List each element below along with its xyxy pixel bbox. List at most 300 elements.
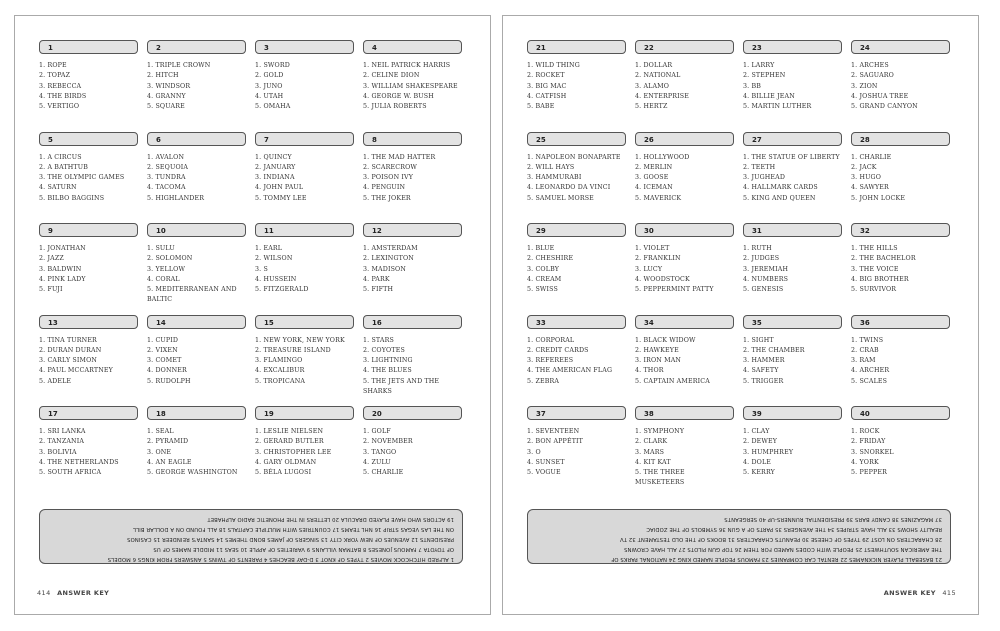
quiz-answer-cell (363, 40, 462, 132)
quiz-number-tab: 1 (39, 40, 138, 54)
answer-item: 4. JOHN PAUL (255, 184, 304, 192)
quiz-answer-cell (527, 315, 626, 407)
answer-list (635, 244, 734, 295)
answer-item: 4. SAFETY (743, 367, 779, 375)
answer-item: 2. WILSON (255, 255, 293, 263)
answer-item: 3. BOLIVIA (39, 448, 77, 456)
quiz-number-tab: 33 (527, 315, 626, 329)
category-key-line: OF TOYOTA 7 FAMOUS JONESES 8 BATMAN VILLAINS 9 VARIETIES OF APPLE 10 SEAS 11 MIDDLE NAMES OF US (153, 546, 454, 552)
answer-list (363, 427, 462, 478)
answer-list (147, 427, 246, 478)
answer-item: 5. GEORGE WASHINGTON (147, 469, 238, 477)
quiz-number-tab: 6 (147, 132, 246, 146)
quiz-answer-cell (255, 223, 354, 315)
quiz-number-tab: 15 (255, 315, 354, 329)
quiz-number-tab: 5 (39, 132, 138, 146)
answer-item: 3. YELLOW (147, 265, 186, 273)
quiz-answer-cell (743, 40, 842, 132)
quiz-number-tab: 11 (255, 223, 354, 237)
answer-item: 2. GOLD (255, 72, 284, 80)
quiz-answer-cell (851, 40, 950, 132)
answer-item: 1. SEAL (147, 428, 174, 435)
quiz-answer-cell (635, 315, 734, 407)
answer-item: 2. DEWEY (743, 438, 778, 446)
quiz-answer-cell (635, 223, 734, 315)
answer-list (255, 61, 354, 112)
quiz-answer-cell (635, 132, 734, 224)
answer-item: 4. HALLMARK CARDS (743, 184, 818, 192)
answer-item: 1. RUTH (743, 245, 772, 252)
answer-item: 2. STEPHEN (743, 72, 786, 80)
category-key-line: 21 BASEBALL PLAYER NICKNAMES 22 RENTAL CAR COMPANIES 23 FAMOUS PEOPLE NAMED KING 24 NATIONAL PARKS OF (611, 556, 942, 562)
answer-item: 2. TEETH (743, 163, 776, 171)
answer-item: 5. GRAND CANYON (851, 103, 918, 111)
answer-item: 5. PEPPERMINT PATTY (635, 286, 714, 294)
category-key-line: 28 CHARACTERS ON LOST 29 TYPES OF CHEESE 30 PEANUTS CHARACTERS 31 BOOKS OF THE OLD TESTAMENT 32 TV (619, 536, 942, 542)
answer-item: 3. HUGO (851, 174, 882, 182)
answer-list (635, 153, 734, 204)
answer-item: 2. FRANKLIN (635, 255, 681, 263)
quiz-answer-cell (363, 223, 462, 315)
quiz-number-tab: 8 (363, 132, 462, 146)
category-key-line: THE AMERICAN SOUTHWEST 25 PEOPLE WITH CODES NAMED FOR THEM 26 TOP GUN PILOTS 27 ALL HAVE CROWNS (624, 546, 942, 552)
answer-item: 2. SCARECROW (363, 163, 418, 171)
answer-item: 2. DURAN DURAN (39, 346, 102, 354)
quiz-answer-cell (39, 223, 138, 315)
answer-item: 3. CARLY SIMON (39, 357, 98, 365)
answer-item: 5. HERTZ (635, 103, 668, 111)
answer-item: 2. SEQUOIA (147, 163, 189, 171)
answer-list (743, 427, 842, 478)
quiz-answer-cell (255, 406, 354, 498)
quiz-answer-cell (255, 315, 354, 407)
answer-item: 5. BÉLA LUGOSI (255, 469, 312, 477)
answer-item: 4. CATFISH (527, 92, 567, 100)
answer-item: 3. ALAMO (635, 82, 670, 90)
answer-item: 5. TOMMY LEE (255, 194, 307, 202)
quiz-answer-cell (527, 406, 626, 498)
answer-item: 5. ADELE (39, 377, 72, 385)
answer-item: 3. HAMMER (743, 357, 785, 365)
footer-label: ANSWER KEY (57, 589, 110, 597)
quiz-answer-cell (743, 223, 842, 315)
quiz-answer-cell (147, 406, 246, 498)
quiz-number-tab: 32 (851, 223, 950, 237)
answer-list (635, 61, 734, 112)
answer-item: 4. CORAL (147, 275, 180, 283)
answer-item: 1. BLUE (527, 245, 555, 252)
quiz-number-tab: 19 (255, 406, 354, 420)
answer-item: 4. PARK (363, 275, 390, 283)
answer-item: 2. TOPAZ (39, 72, 71, 80)
answer-item: 4. JOSHUA TREE (851, 92, 909, 100)
answer-item: 3. WILLIAM SHAKESPEARE (363, 82, 458, 90)
answer-item: 3. COMET (147, 357, 182, 365)
answer-item: 2. NOVEMBER (363, 438, 413, 446)
category-key-line: 37 MAGAZINES 38 CANDY BARS 39 PRESIDENTIAL RUNNERS-UP 40 SERGEANTS (724, 516, 942, 522)
answer-item: 1. ROCK (851, 428, 880, 435)
answer-item: 1. LESLIE NIELSEN (255, 428, 324, 435)
answer-item: 5. TRIGGER (743, 377, 784, 385)
answer-item: 4. KIT KAT (635, 458, 671, 466)
answer-item: 5. VERTIGO (39, 103, 80, 111)
answer-item: 1. STARS (363, 336, 394, 344)
quiz-answer-cell (851, 132, 950, 224)
answer-item: 3. THE OLYMPIC GAMES (39, 174, 125, 182)
answer-item: 2. CHESHIRE (527, 255, 574, 263)
quiz-answer-cell (363, 132, 462, 224)
answer-item: 2. BON APPÉTIT (527, 438, 584, 446)
answer-list (39, 61, 138, 112)
answer-item: 1. TWINS (851, 336, 884, 344)
answer-item: 4. TACOMA (147, 184, 186, 192)
answer-item: 5. JOHN LOCKE (851, 194, 906, 202)
answer-list (851, 336, 950, 387)
answer-item: 4. CREAM (527, 275, 562, 283)
answer-item: 1. AVALON (147, 153, 185, 161)
answer-item: 1. SIGHT (743, 336, 774, 344)
answer-item: 3. REBECCA (39, 82, 82, 90)
quiz-answer-cell (743, 406, 842, 498)
answer-item: 5. FITZGERALD (255, 286, 309, 294)
answer-item: 4. BIG BROTHER (851, 275, 909, 283)
answer-item: 4. LEONARDO DA VINCI (527, 184, 611, 192)
quiz-answer-cell (39, 406, 138, 498)
answer-item: 3. MADISON (363, 265, 407, 273)
answer-item: 1. WILD THING (527, 62, 580, 69)
answer-item: 4. GRANNY (147, 92, 186, 100)
answer-list (39, 244, 138, 295)
answer-item: 2. PYRAMID (147, 438, 189, 446)
answer-item: 3. ZION (851, 82, 878, 90)
answer-item: 4. YORK (851, 458, 879, 466)
answer-item: 1. TRIPLE CROWN (147, 62, 211, 69)
quiz-number-tab: 25 (527, 132, 626, 146)
answer-list (527, 61, 626, 112)
answer-list (743, 61, 842, 112)
answer-list (147, 61, 246, 112)
answer-item: 2. HAWKEYE (635, 346, 679, 354)
answer-item: 3. FLAMINGO (255, 357, 303, 365)
answer-item: 5. BABE (527, 103, 555, 111)
answer-item: 3. LUCY (635, 265, 663, 273)
answer-item: 3. RAM (851, 357, 876, 365)
answer-item: 4. SAWYER (851, 184, 889, 192)
answer-item: 5. CAPTAIN AMERICA (635, 377, 710, 385)
answer-list (743, 336, 842, 387)
answer-list (527, 244, 626, 295)
answer-list (635, 427, 734, 489)
answer-list (527, 427, 626, 478)
answer-item: 5. MARTIN LUTHER (743, 103, 812, 111)
quiz-answer-cell (363, 406, 462, 498)
answer-item: 4. EXCALIBUR (255, 367, 305, 375)
answer-item: 3. REFEREES (527, 357, 574, 365)
answer-item: 4. THE AMERICAN FLAG (527, 367, 613, 375)
answer-item: 1. CLAY (743, 428, 770, 435)
answer-item: 1. NEW YORK, NEW YORK (255, 336, 345, 344)
answer-item: 5. RUDOLPH (147, 377, 191, 385)
quiz-answer-cell (147, 315, 246, 407)
answer-item: 1. TINA TURNER (39, 336, 97, 344)
answer-item: 3. THE VOICE (851, 265, 899, 273)
answer-item: 2. GERARD BUTLER (255, 438, 324, 446)
answer-item: 2. JAZZ (39, 255, 64, 263)
answer-item: 4. ENTERPRISE (635, 92, 689, 100)
answer-item: 3. MARS (635, 448, 665, 456)
answer-item: 5. KING AND QUEEN (743, 194, 816, 202)
quiz-answer-cell (39, 132, 138, 224)
answer-item: 1. THE HILLS (851, 245, 898, 252)
quiz-answer-cell (635, 40, 734, 132)
answer-item: 2. MERLIN (635, 163, 673, 171)
answer-list (851, 153, 950, 204)
quiz-number-tab: 23 (743, 40, 842, 54)
answer-list (851, 427, 950, 478)
answer-item: 1. CORPORAL (527, 336, 575, 344)
quiz-answer-cell (851, 315, 950, 407)
answer-item: 1. THE STATUE OF LIBERTY (743, 153, 840, 161)
answer-item: 5. SURVIVOR (851, 286, 897, 294)
answer-item: 2. SOLOMON (147, 255, 193, 263)
answer-item: 4. THE BLUES (363, 367, 412, 375)
answer-item: 2. HITCH (147, 72, 179, 80)
answer-item: 3. INDIANA (255, 174, 295, 182)
answer-item: 2. VIXEN (147, 346, 178, 354)
answer-list (255, 244, 354, 295)
quiz-number-tab: 10 (147, 223, 246, 237)
page-footer-left (37, 589, 113, 597)
answer-item: 1. DOLLAR (635, 62, 673, 69)
quiz-number-tab: 16 (363, 315, 462, 329)
category-key-box-left (39, 509, 463, 564)
answer-item: 4. AN EAGLE (147, 458, 192, 466)
right-page (502, 15, 979, 615)
answer-item: 2. FRIDAY (851, 438, 886, 446)
answer-grid-left (39, 40, 463, 498)
answer-item: 1. A CIRCUS (39, 153, 82, 161)
quiz-number-tab: 2 (147, 40, 246, 54)
answer-list (527, 153, 626, 204)
quiz-number-tab: 17 (39, 406, 138, 420)
answer-list (363, 336, 462, 398)
answer-item: 5. SWISS (527, 286, 558, 294)
answer-item: 4. PENGUIN (363, 184, 406, 192)
answer-list (39, 427, 138, 478)
answer-item: 2. COYOTES (363, 346, 405, 354)
answer-list (147, 153, 246, 204)
answer-item: 4. HUSSEIN (255, 275, 297, 283)
answer-item: 2. TANZANIA (39, 438, 85, 446)
answer-item: 1. SYMPHONY (635, 428, 685, 435)
answer-item: 2. WILL HAYS (527, 163, 575, 171)
answer-item: 3. S (255, 265, 268, 273)
answer-list (147, 244, 246, 306)
answer-item: 2. JACK (851, 163, 877, 171)
answer-list (39, 336, 138, 387)
answer-item: 3. TANGO (363, 448, 397, 456)
quiz-answer-cell (527, 40, 626, 132)
answer-item: 4. ARCHER (851, 367, 890, 375)
quiz-number-tab: 7 (255, 132, 354, 146)
answer-item: 2. THE CHAMBER (743, 346, 805, 354)
answer-list (255, 427, 354, 478)
answer-item: 1. SULU (147, 245, 175, 252)
answer-item: 3. ONE (147, 448, 172, 456)
answer-item: 5. SQUARE (147, 103, 185, 111)
answer-item: 2. TREASURE ISLAND (255, 346, 331, 354)
answer-item: 1. CHARLIE (851, 153, 892, 161)
answer-item: 3. JEREMIAH (743, 265, 789, 273)
page-number: 415 (942, 589, 956, 597)
answer-item: 2. CREDIT CARDS (527, 346, 589, 354)
answer-item: 4. THOR (635, 367, 664, 375)
quiz-answer-cell (363, 315, 462, 407)
answer-item: 3. O (527, 448, 541, 456)
quiz-number-tab: 38 (635, 406, 734, 420)
answer-list (255, 153, 354, 204)
quiz-answer-cell (743, 315, 842, 407)
answer-item: 3. JUGHEAD (743, 174, 786, 182)
category-key-text-left (48, 514, 454, 564)
left-page (14, 15, 491, 615)
answer-item: 4. ICEMAN (635, 184, 673, 192)
quiz-answer-cell (39, 40, 138, 132)
quiz-answer-cell (147, 223, 246, 315)
answer-item: 5. THE JOKER (363, 194, 411, 202)
answer-list (851, 244, 950, 295)
answer-item: 1. VIOLET (635, 245, 670, 252)
answer-list (363, 61, 462, 112)
category-key-line: PRESIDENTS 12 AVENUES OF NEW YORK CITY 13 SINGERS OF JAMES BOND THEMES 14 SANTA'S REINDEER 15 CASINOS (126, 536, 454, 542)
quiz-number-tab: 22 (635, 40, 734, 54)
answer-list (39, 153, 138, 204)
quiz-number-tab: 35 (743, 315, 842, 329)
answer-list (255, 336, 354, 387)
answer-item: 4. WOODSTOCK (635, 275, 690, 283)
answer-item: 3. BIG MAC (527, 82, 567, 90)
answer-item: 1. NEIL PATRICK HARRIS (363, 62, 451, 69)
answer-item: 4. NUMBERS (743, 275, 789, 283)
answer-item: 2. CELINE DION (363, 72, 420, 80)
category-key-line: ON THE LAS VEGAS STRIP 16 NHL TEAMS 17 COUNTRIES WITH MULTIPLE CAPITALS 18 ALL FOUND ON A DOLLAR BILL (133, 526, 454, 532)
category-key-line: 1 ALFRED HITCHCOCK MOVIES 2 TYPES OF KNOT 3 D-DAY BEACHES 4 PARENTS OF TWINS 5 ANSWERS FROM KINGS 6 MODELS (107, 556, 454, 562)
answer-list (147, 336, 246, 387)
quiz-number-tab: 12 (363, 223, 462, 237)
quiz-number-tab: 27 (743, 132, 842, 146)
quiz-number-tab: 31 (743, 223, 842, 237)
answer-item: 2. SAGUARO (851, 72, 894, 80)
answer-list (743, 244, 842, 295)
quiz-number-tab: 40 (851, 406, 950, 420)
answer-item: 5. SAMUEL MORSE (527, 194, 594, 202)
answer-item: 5. THE JETS AND THE SHARKS (363, 377, 440, 395)
answer-item: 5. TROPICANA (255, 377, 306, 385)
answer-item: 3. IRON MAN (635, 357, 682, 365)
answer-item: 2. LEXINGTON (363, 255, 414, 263)
answer-item: 1. ROPE (39, 62, 67, 69)
answer-item: 5. HIGHLANDER (147, 194, 205, 202)
quiz-answer-cell (635, 406, 734, 498)
answer-item: 3. TUNDRA (147, 174, 186, 182)
page-footer-right (880, 589, 956, 597)
answer-item: 1. JONATHAN (39, 245, 86, 252)
category-key-text-right (536, 514, 942, 564)
answer-item: 4. PINK LADY (39, 275, 86, 283)
category-key-box-right (527, 509, 951, 564)
answer-item: 4. GEORGE W. BUSH (363, 92, 434, 100)
answer-item: 3. HAMMURABI (527, 174, 582, 182)
answer-item: 4. SATURN (39, 184, 77, 192)
quiz-answer-cell (147, 40, 246, 132)
answer-item: 5. SCALES (851, 377, 888, 385)
answer-item: 2. CLARK (635, 438, 668, 446)
answer-item: 1. SRI LANKA (39, 428, 86, 435)
answer-item: 1. SWORD (255, 62, 290, 69)
quiz-number-tab: 30 (635, 223, 734, 237)
answer-item: 2. CRAB (851, 346, 879, 354)
quiz-answer-cell (39, 315, 138, 407)
quiz-number-tab: 28 (851, 132, 950, 146)
answer-item: 1. GOLF (363, 428, 391, 435)
answer-grid-right (527, 40, 951, 498)
quiz-answer-cell (255, 132, 354, 224)
answer-item: 3. HUMPHREY (743, 448, 794, 456)
quiz-answer-cell (851, 223, 950, 315)
answer-list (743, 153, 842, 204)
answer-list (527, 336, 626, 387)
answer-item: 2. JUDGES (743, 255, 780, 263)
answer-item: 5. ZEBRA (527, 377, 560, 385)
answer-item: 2. ROCKET (527, 72, 565, 80)
answer-list (363, 153, 462, 204)
quiz-number-tab: 9 (39, 223, 138, 237)
quiz-number-tab: 24 (851, 40, 950, 54)
answer-item: 2. JANUARY (255, 163, 296, 171)
answer-list (635, 336, 734, 387)
page-number: 414 (37, 589, 51, 597)
quiz-number-tab: 37 (527, 406, 626, 420)
answer-item: 1. CUPID (147, 336, 179, 344)
answer-item: 3. BB (743, 82, 762, 90)
answer-item: 2. THE BACHELOR (851, 255, 916, 263)
footer-label: ANSWER KEY (883, 589, 936, 597)
quiz-number-tab: 13 (39, 315, 138, 329)
answer-item: 1. BLACK WIDOW (635, 336, 696, 344)
answer-item: 4. GARY OLDMAN (255, 458, 317, 466)
answer-item: 5. GENESIS (743, 286, 784, 294)
answer-item: 4. ZULU (363, 458, 391, 466)
answer-item: 5. PEPPER (851, 469, 888, 477)
answer-item: 3. GOOSE (635, 174, 669, 182)
answer-item: 4. DONNER (147, 367, 187, 375)
answer-item: 2. A BATHTUB (39, 163, 89, 171)
answer-item: 4. THE NETHERLANDS (39, 458, 119, 466)
answer-item: 3. CHRISTOPHER LEE (255, 448, 332, 456)
answer-item: 3. LIGHTNING (363, 357, 413, 365)
answer-item: 1. HOLLYWOOD (635, 153, 690, 161)
quiz-number-tab: 21 (527, 40, 626, 54)
quiz-number-tab: 26 (635, 132, 734, 146)
quiz-number-tab: 36 (851, 315, 950, 329)
answer-item: 3. WINDSOR (147, 82, 191, 90)
answer-item: 5. THE THREE MUSKETEERS (635, 469, 685, 487)
answer-item: 5. JULIA ROBERTS (363, 103, 427, 111)
quiz-number-tab: 34 (635, 315, 734, 329)
answer-item: 4. PAUL MCCARTNEY (39, 367, 113, 375)
answer-item: 3. BALDWIN (39, 265, 82, 273)
answer-list (363, 244, 462, 295)
